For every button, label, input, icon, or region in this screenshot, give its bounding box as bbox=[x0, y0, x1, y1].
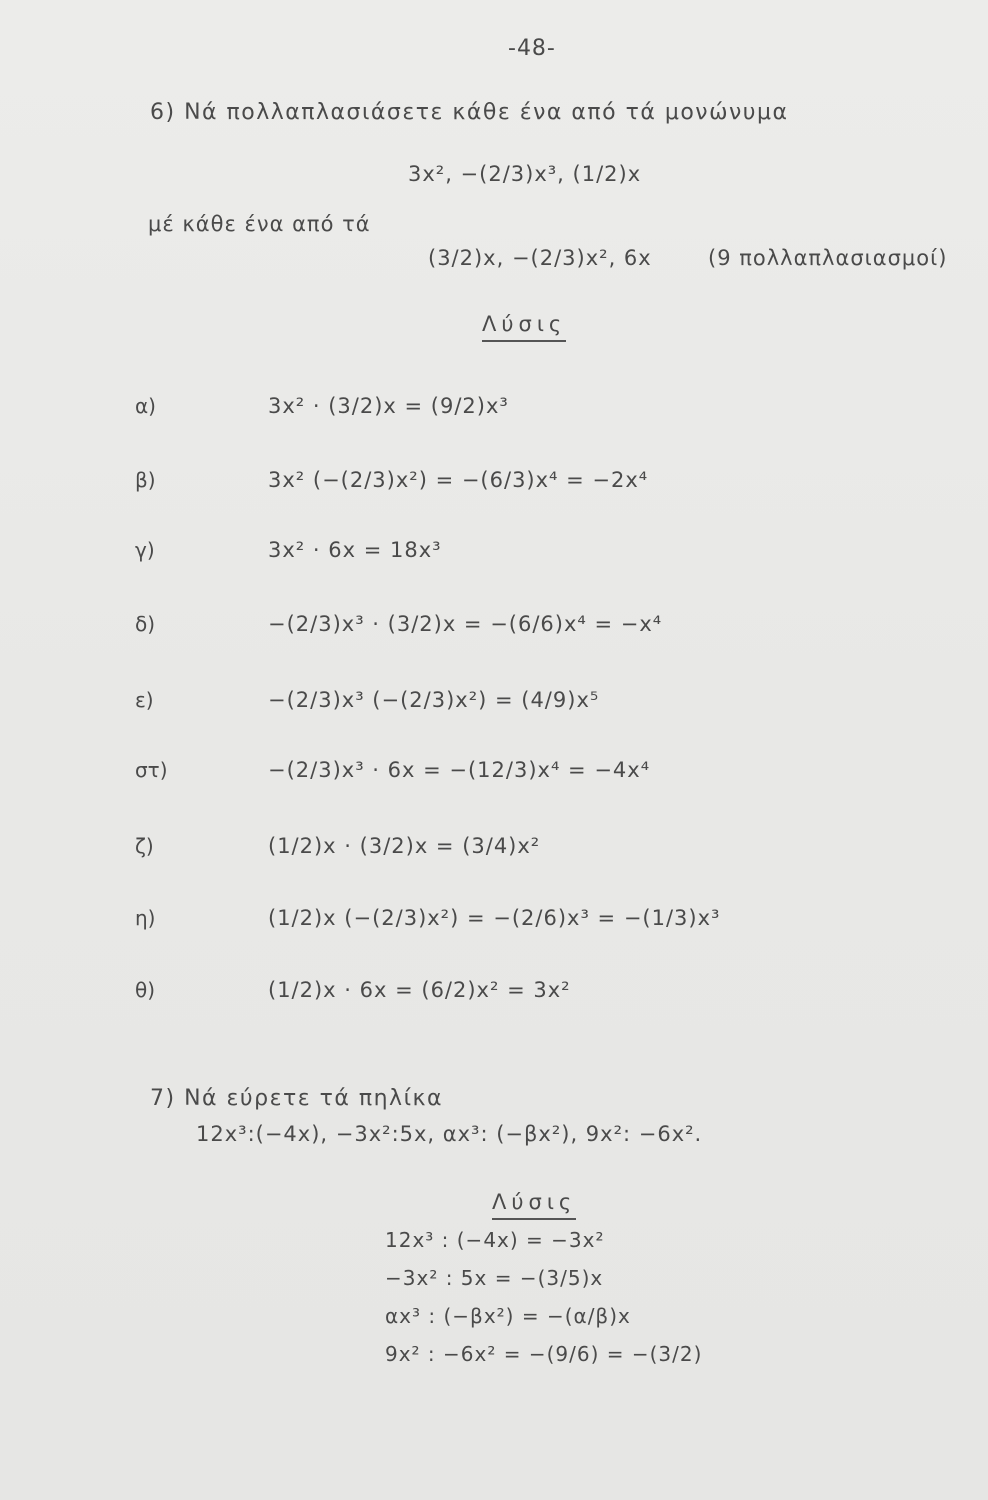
problem-7-expressions: 12x³:(−4x), −3x²:5x, αx³: (−βx²), 9x²: −6x². bbox=[196, 1122, 703, 1146]
problem-6-heading: 6) Νά πολλαπλασιάσετε κάθε ένα από τά μονώνυμα bbox=[150, 100, 789, 125]
solution-label-z: ζ) bbox=[135, 834, 154, 858]
solution-label-b: β) bbox=[135, 468, 156, 492]
solution-eq-z: (1/2)x · (3/2)x = (3/4)x² bbox=[268, 834, 541, 858]
solution-eq-b: 3x² (−(2/3)x²) = −(6/3)x⁴ = −2x⁴ bbox=[268, 468, 649, 492]
problem-7-solution-4: 9x² : −6x² = −(9/6) = −(3/2) bbox=[385, 1342, 703, 1366]
problem-6-monomials-a: 3x², −(2/3)x³, (1/2)x bbox=[408, 162, 642, 186]
solution-label-th: θ) bbox=[135, 978, 156, 1002]
solution-eq-d: −(2/3)x³ · (3/2)x = −(6/6)x⁴ = −x⁴ bbox=[268, 612, 663, 636]
problem-7-solution-2: −3x² : 5x = −(3/5)x bbox=[385, 1266, 604, 1290]
solution-eq-e: −(2/3)x³ (−(2/3)x²) = (4/9)x⁵ bbox=[268, 688, 600, 712]
solution-label-h: η) bbox=[135, 906, 156, 930]
solution-eq-a: 3x² · (3/2)x = (9/2)x³ bbox=[268, 394, 509, 418]
solution-label-a: α) bbox=[135, 394, 156, 418]
problem-6-monomials-b: (3/2)x, −(2/3)x², 6x bbox=[428, 246, 652, 270]
solution-title-text: Λύσις bbox=[482, 312, 566, 342]
page-number: -48- bbox=[508, 36, 556, 61]
solution-title-text-7: Λύσις bbox=[492, 1190, 576, 1220]
problem-6-intro-b: μέ κάθε ένα από τά bbox=[148, 212, 371, 236]
solution-label-st: στ) bbox=[135, 758, 168, 782]
solution-eq-c: 3x² · 6x = 18x³ bbox=[268, 538, 442, 562]
problem-6-solution-title bbox=[482, 312, 566, 336]
problem-7-solution-title bbox=[492, 1190, 576, 1214]
solution-label-c: γ) bbox=[135, 538, 155, 562]
problem-7-solution-3: αx³ : (−βx²) = −(α/β)x bbox=[385, 1304, 631, 1328]
solution-label-e: ε) bbox=[135, 688, 154, 712]
problem-6-count-note: (9 πολλαπλασιασμοί) bbox=[708, 246, 948, 270]
solution-label-d: δ) bbox=[135, 612, 156, 636]
solution-eq-h: (1/2)x (−(2/3)x²) = −(2/6)x³ = −(1/3)x³ bbox=[268, 906, 721, 930]
problem-7-heading: 7) Νά εύρετε τά πηλίκα bbox=[150, 1086, 443, 1111]
solution-eq-th: (1/2)x · 6x = (6/2)x² = 3x² bbox=[268, 978, 571, 1002]
solution-eq-st: −(2/3)x³ · 6x = −(12/3)x⁴ = −4x⁴ bbox=[268, 758, 651, 782]
problem-7-solution-1: 12x³ : (−4x) = −3x² bbox=[385, 1228, 605, 1252]
